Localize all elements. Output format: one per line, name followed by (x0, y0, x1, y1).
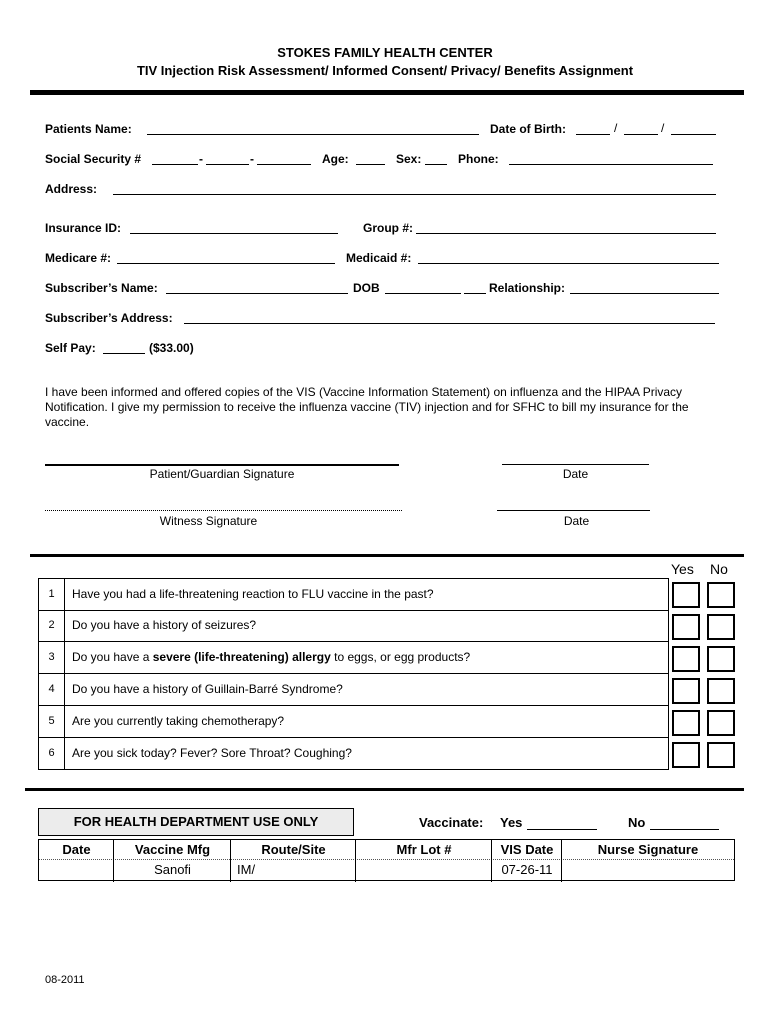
insurance-id-label: Insurance ID: (45, 221, 122, 235)
ssn-part1-field[interactable] (152, 164, 198, 165)
witness-signature-line[interactable] (45, 510, 402, 511)
group-field[interactable] (416, 233, 716, 234)
dob-month-field[interactable] (576, 134, 610, 135)
question-number: 3 (39, 642, 65, 673)
col-vis-date-header: VIS Date (500, 842, 554, 857)
col-vaccine-mfg-header: Vaccine Mfg (134, 842, 211, 857)
dob-separator-2: / (661, 121, 665, 135)
no-column-header: No (710, 561, 728, 577)
signature-date-label: Date (562, 467, 589, 481)
age-field[interactable] (356, 164, 385, 165)
medicaid-field[interactable] (418, 263, 719, 264)
col-mfr-lot[interactable] (356, 840, 492, 882)
question-number: 2 (39, 610, 65, 641)
q1-no-checkbox[interactable] (707, 582, 735, 608)
ssn-part3-field[interactable] (257, 164, 311, 165)
question-row-3 (38, 642, 669, 674)
yes-column-header: Yes (671, 561, 694, 577)
witness-date-label: Date (563, 514, 590, 528)
patient-signature-line[interactable] (45, 464, 399, 466)
col-date[interactable] (39, 840, 114, 882)
self-pay-amount: ($33.00) (149, 341, 194, 355)
subscriber-dob-label: DOB (353, 281, 380, 295)
q5-no-checkbox[interactable] (707, 710, 735, 736)
medicare-label: Medicare #: (45, 251, 112, 265)
question-row-5 (38, 706, 669, 738)
question-number: 5 (39, 706, 65, 737)
address-label: Address: (45, 182, 98, 196)
vaccinate-label: Vaccinate: (419, 815, 484, 830)
col-date-header: Date (62, 842, 91, 857)
question-text: Are you currently taking chemotherapy? (72, 714, 285, 728)
question-row-6 (38, 738, 669, 770)
group-label: Group #: (363, 221, 413, 235)
subscriber-address-field[interactable] (184, 323, 715, 324)
consent-text: I have been informed and offered copies of the VIS (Vaccine Information Statement) on influenza and the HIPAA Privacy Notification. I give my permission to receive the influenza vaccine (TIV) injection and for SFHC to bill my insurance for the vaccine. (45, 385, 689, 429)
phone-field[interactable] (509, 164, 713, 165)
question-row-2 (38, 610, 669, 642)
vaccinate-no-field[interactable] (650, 829, 719, 830)
question-number: 4 (39, 674, 65, 705)
question-text: Do you have a history of seizures? (72, 618, 257, 632)
question-text: Are you sick today? Fever? Sore Throat? Coughing? (72, 746, 352, 760)
ssn-part2-field[interactable] (206, 164, 249, 165)
subscriber-name-label: Subscriber’s Name: (45, 281, 158, 295)
q4-yes-checkbox[interactable] (672, 678, 700, 704)
question-text (72, 642, 470, 673)
ssn-dash-2: - (250, 152, 254, 166)
col-vaccine-mfg-value: Sanofi (154, 862, 191, 877)
question-text-pre: Do you have a (72, 650, 153, 664)
col-vaccine-mfg[interactable] (114, 840, 231, 882)
patients-name-field[interactable] (147, 134, 479, 135)
office-use-label: FOR HEALTH DEPARTMENT USE ONLY (38, 808, 354, 836)
question-row-4 (38, 674, 669, 706)
question-number: 1 (39, 579, 65, 610)
col-vis-date-value: 07-26-11 (501, 862, 553, 877)
address-field[interactable] (113, 194, 716, 195)
q3-no-checkbox[interactable] (707, 646, 735, 672)
self-pay-field[interactable] (103, 353, 145, 354)
page-title: STOKES FAMILY HEALTH CENTER (277, 45, 493, 60)
col-vis-date[interactable] (492, 840, 562, 882)
sex-label: Sex: (396, 152, 422, 166)
insurance-id-field[interactable] (130, 233, 338, 234)
q4-no-checkbox[interactable] (707, 678, 735, 704)
vaccinate-no-label: No (628, 815, 646, 830)
subscriber-dob-field[interactable] (385, 293, 461, 294)
dob-separator-1: / (614, 121, 618, 135)
q2-no-checkbox[interactable] (707, 614, 735, 640)
dob-label: Date of Birth: (490, 122, 566, 136)
subscriber-address-label: Subscriber’s Address: (45, 311, 173, 325)
q3-yes-checkbox[interactable] (672, 646, 700, 672)
col-nurse-signature-header: Nurse Signature (597, 842, 699, 857)
dob-year-field[interactable] (671, 134, 716, 135)
phone-label: Phone: (458, 152, 499, 166)
q6-no-checkbox[interactable] (707, 742, 735, 768)
witness-date-line[interactable] (497, 510, 650, 511)
col-route-site-header: Route/Site (261, 842, 326, 857)
subscriber-name-field[interactable] (166, 293, 348, 294)
question-row-1 (38, 578, 669, 611)
col-nurse-signature[interactable] (562, 840, 734, 882)
medicaid-label: Medicaid #: (346, 251, 412, 265)
ssn-label: Social Security # (45, 152, 142, 166)
vaccinate-yes-label: Yes (500, 815, 523, 830)
question-text-bold: severe (life-threatening) allergy (152, 650, 331, 664)
subscriber-dob-extra-field[interactable] (464, 293, 486, 294)
relationship-label: Relationship: (489, 281, 566, 295)
q2-yes-checkbox[interactable] (672, 614, 700, 640)
relationship-field[interactable] (570, 293, 719, 294)
col-mfr-lot-header: Mfr Lot # (396, 842, 452, 857)
vaccinate-yes-field[interactable] (527, 829, 597, 830)
age-label: Age: (322, 152, 349, 166)
form-revision-code: 08-2011 (45, 974, 85, 986)
patients-name-label: Patients Name: (45, 122, 132, 136)
col-route-site[interactable] (231, 840, 356, 882)
question-number: 6 (39, 738, 65, 769)
medicare-field[interactable] (117, 263, 335, 264)
question-text-post: to eggs, or egg products? (330, 650, 471, 664)
ssn-dash-1: - (199, 152, 203, 166)
page-subtitle: TIV Injection Risk Assessment/ Informed Consent/ Privacy/ Benefits Assignment (136, 63, 634, 78)
q1-yes-checkbox[interactable] (672, 582, 700, 608)
question-text: Do you have a history of Guillain-Barré Syndrome? (72, 682, 343, 696)
patient-signature-label: Patient/Guardian Signature (149, 467, 295, 481)
witness-signature-label: Witness Signature (159, 514, 258, 528)
q6-yes-checkbox[interactable] (672, 742, 700, 768)
sex-field[interactable] (425, 164, 447, 165)
dob-day-field[interactable] (624, 134, 658, 135)
self-pay-label: Self Pay: (45, 341, 96, 355)
q5-yes-checkbox[interactable] (672, 710, 700, 736)
question-text: Have you had a life-threatening reaction to FLU vaccine in the past? (72, 587, 434, 601)
section-rule-2 (25, 788, 744, 791)
section-rule-1 (30, 554, 744, 557)
col-route-site-value: IM/ (237, 862, 256, 877)
vaccine-table (38, 839, 735, 881)
header-rule (30, 90, 744, 95)
signature-date-line[interactable] (502, 464, 649, 465)
